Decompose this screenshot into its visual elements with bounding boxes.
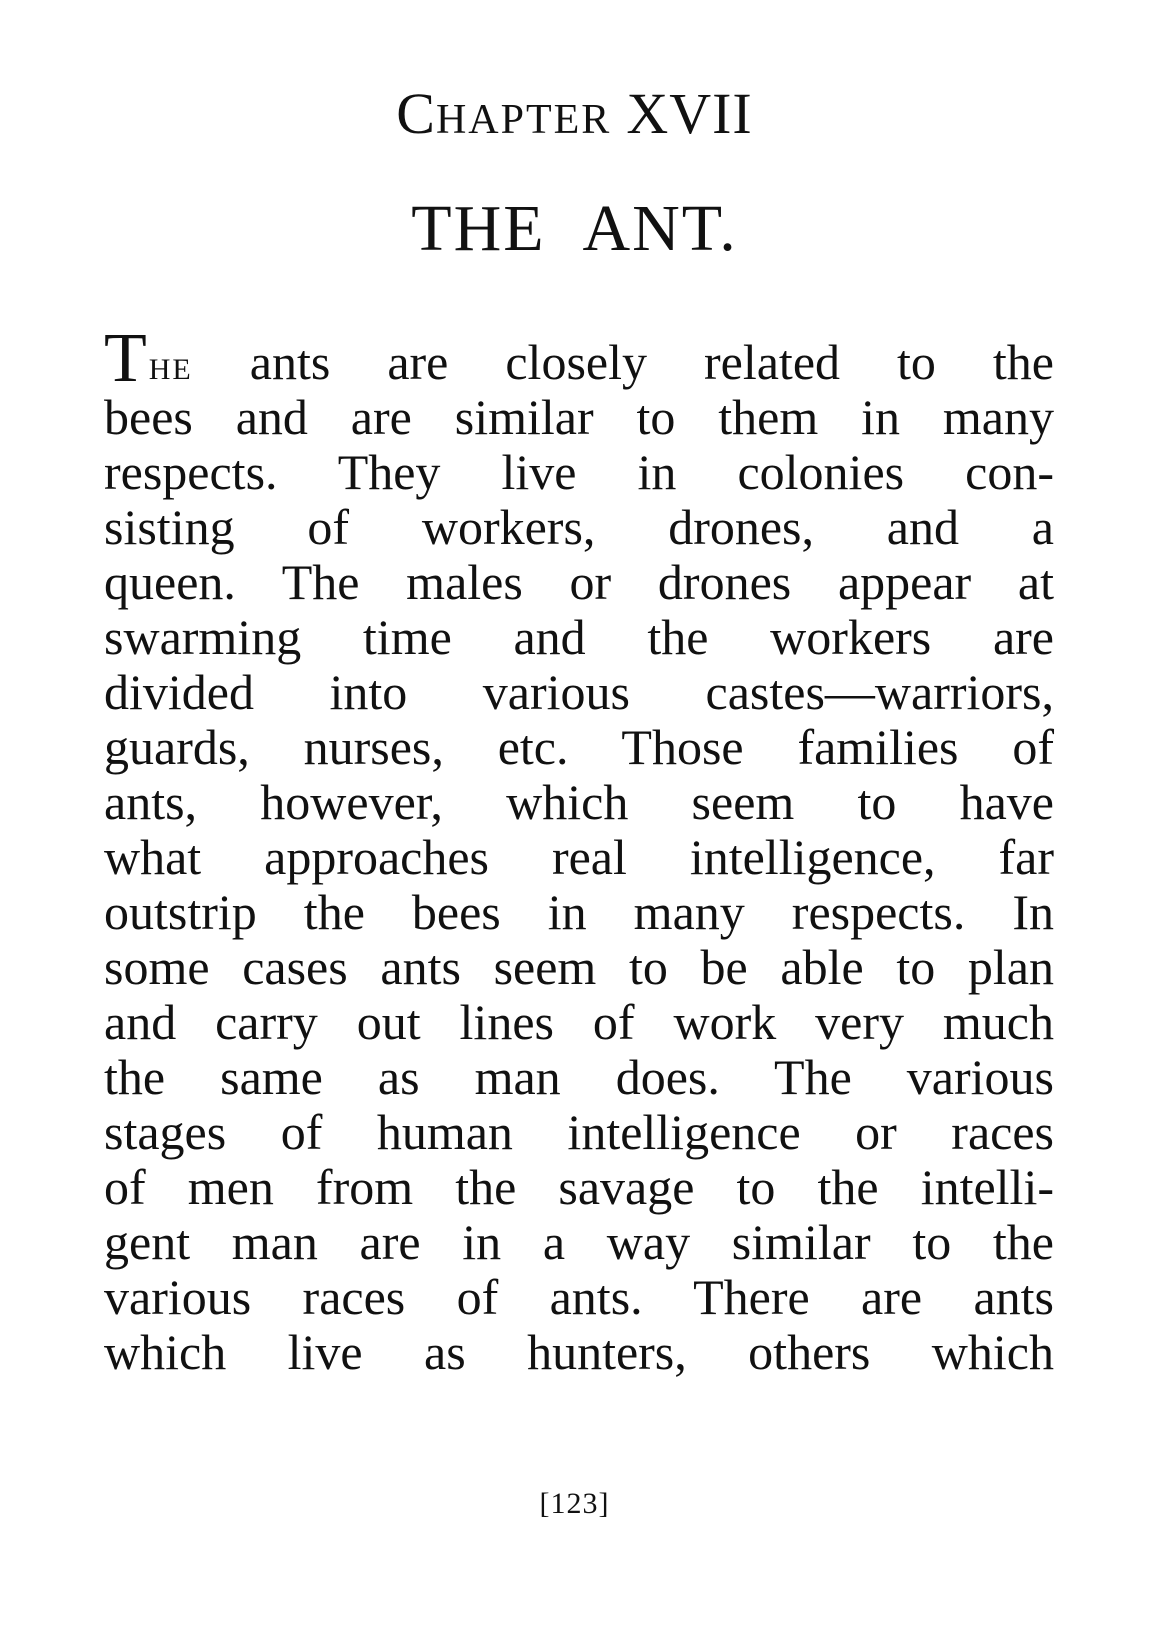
text-line: swarming time and the workers are (104, 609, 1054, 665)
text-line: outstrip the bees in many respects. In (104, 884, 1054, 940)
text-line: queen. The males or drones appear at (104, 554, 1054, 610)
text-line: guards, nurses, etc. Those families of (104, 719, 1054, 775)
page-number: [123] (539, 1487, 610, 1520)
small-caps-word: HE (148, 353, 193, 386)
text-line (104, 320, 1054, 397)
chapter-title: THE ANT. (411, 192, 738, 265)
first-line-text: ants are closely related to the (249, 334, 1054, 390)
chapter-heading (0, 82, 1149, 152)
text-line: stages of human intelligence or races (104, 1104, 1054, 1160)
text-line: various races of ants. There are ants (104, 1269, 1054, 1325)
chapter-number: XVII (626, 81, 753, 146)
chapter-heading-initial: C (396, 81, 436, 146)
text-line: divided into various castes—warriors, (104, 664, 1054, 720)
text-line: of men from the savage to the intelli- (104, 1159, 1054, 1215)
text-line: what approaches real intelligence, far (104, 829, 1054, 885)
text-line: bees and are similar to them in many (104, 389, 1054, 445)
chapter-heading-word: HAPTER (435, 97, 612, 143)
text-line: and carry out lines of work very much (104, 994, 1054, 1050)
text-line: which live as hunters, others which (104, 1324, 1054, 1380)
text-line: respects. They live in colonies con- (104, 444, 1054, 500)
text-line: sisting of workers, drones, and a (104, 499, 1054, 555)
drop-cap: T (104, 320, 147, 397)
body-paragraph (104, 320, 1054, 1380)
text-line: some cases ants seem to be able to plan (104, 939, 1054, 995)
text-line: ants, however, which seem to have (104, 774, 1054, 830)
text-line: gent man are in a way similar to the (104, 1214, 1054, 1270)
text-line: the same as man does. The various (104, 1049, 1054, 1105)
